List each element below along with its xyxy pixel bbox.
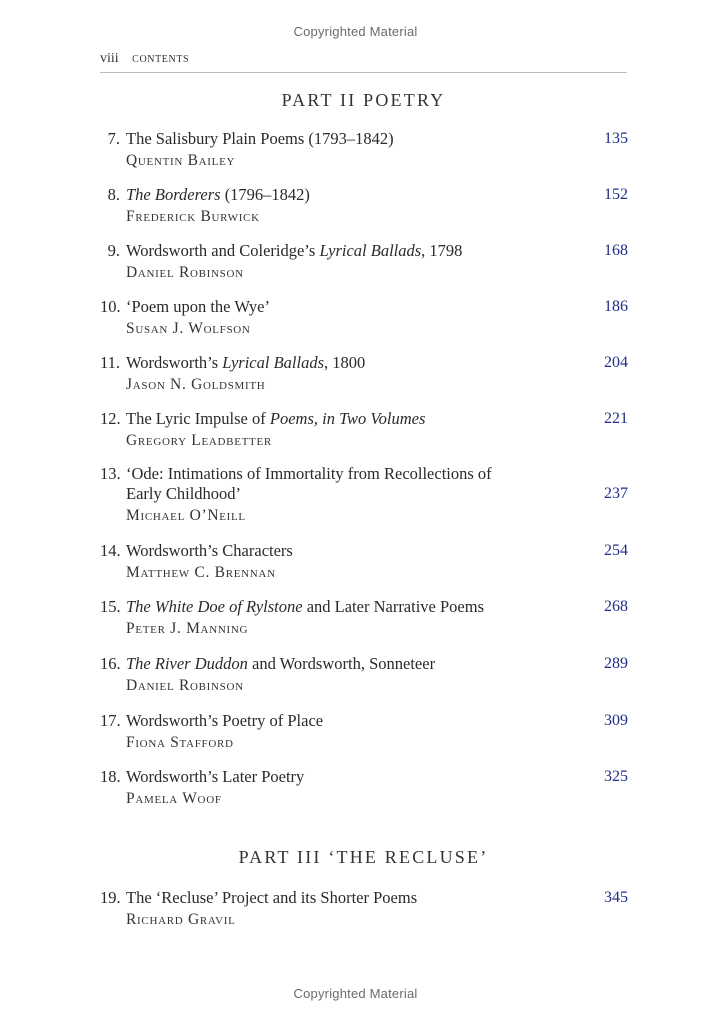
chapter-author: Gregory Leadbetter	[126, 432, 272, 449]
chapter-page-number: 204	[604, 354, 628, 371]
toc-entry	[100, 353, 628, 394]
chapter-title-italic: Lyrical Ballads	[222, 353, 325, 372]
chapter-number: 11.	[100, 353, 121, 372]
chapter-author: Peter J. Manning	[126, 620, 249, 637]
toc-entry-line	[100, 654, 628, 674]
chapter-page-number: 135	[604, 130, 628, 147]
toc-entry	[100, 711, 628, 752]
chapter-page-number: 254	[604, 542, 628, 559]
chapter-title	[126, 297, 526, 317]
toc-entry-line	[100, 888, 628, 908]
toc-entry-line	[100, 597, 628, 617]
chapter-author: Pamela Woof	[126, 790, 222, 807]
chapter-number: 14.	[100, 541, 121, 560]
chapter-page-number: 309	[604, 712, 628, 729]
chapter-author: Michael O’Neill	[126, 507, 246, 524]
chapter-page-number: 152	[604, 186, 628, 203]
chapter-author: Matthew C. Brennan	[126, 564, 276, 581]
chapter-author: Jason N. Goldsmith	[126, 376, 266, 393]
chapter-title-segment: Wordsworth’s Characters	[126, 541, 293, 560]
chapter-title-segment: and Later Narrative Poems	[302, 597, 485, 616]
toc-entry-line	[100, 297, 628, 317]
chapter-title-segment: ‘Ode: Intimations of Immortality from Recollections of Early Childhood’	[126, 464, 492, 503]
toc-entry	[100, 541, 628, 582]
chapter-title	[126, 767, 526, 787]
chapter-title-italic: The River Duddon	[126, 654, 248, 673]
chapter-title	[126, 464, 526, 504]
chapter-page-number: 289	[604, 655, 628, 672]
chapter-number: 9.	[107, 241, 120, 260]
chapter-title-italic: The Borderers	[126, 185, 221, 204]
toc-entry-line	[100, 464, 628, 504]
running-head	[100, 51, 627, 73]
chapter-number: 15.	[100, 597, 121, 616]
page-number: viii	[100, 51, 119, 66]
chapter-number: 10.	[100, 297, 121, 316]
chapter-author: Susan J. Wolfson	[126, 320, 251, 337]
chapter-title-segment: The Salisbury Plain Poems (1793–1842)	[126, 129, 394, 148]
chapter-title-segment: (1796–1842)	[220, 185, 310, 204]
toc-entry-line	[100, 767, 628, 787]
toc-entry	[100, 241, 628, 282]
chapter-title	[126, 597, 526, 617]
chapter-title-segment: Wordsworth’s Poetry of Place	[126, 711, 324, 730]
chapter-page-number: 221	[604, 410, 628, 427]
chapter-page-number: 268	[604, 598, 628, 615]
chapter-title	[126, 129, 526, 149]
chapter-title-segment: Wordsworth’s	[126, 353, 223, 372]
toc-entry	[100, 888, 628, 929]
chapter-page-number: 168	[604, 242, 628, 259]
running-head-section: contents	[132, 51, 190, 66]
chapter-number: 18.	[100, 767, 121, 786]
chapter-title-segment: ‘Poem upon the Wye’	[126, 297, 270, 316]
toc-entry	[100, 597, 628, 638]
chapter-title-segment: Wordsworth’s Later Poetry	[126, 767, 305, 786]
chapter-page-number: 325	[604, 768, 628, 785]
chapter-title-segment: Wordsworth and Coleridge’s	[126, 241, 320, 260]
chapter-title	[126, 541, 526, 561]
toc-entry-line	[100, 711, 628, 731]
chapter-title-segment: The ‘Recluse’ Project and its Shorter Poems	[126, 888, 418, 907]
toc-entry-line	[100, 353, 628, 373]
toc-entry-line	[100, 541, 628, 561]
chapter-title	[126, 353, 526, 373]
chapter-title	[126, 711, 526, 731]
chapter-title	[126, 185, 526, 205]
chapter-title-segment: , 1798	[421, 241, 463, 260]
chapter-author: Quentin Bailey	[126, 152, 236, 169]
chapter-title	[126, 241, 526, 261]
chapter-page-number: 345	[604, 889, 628, 906]
chapter-author: Daniel Robinson	[126, 677, 244, 694]
toc-entry	[100, 654, 628, 695]
toc-entry-line	[100, 409, 628, 429]
copyright-watermark-bottom: Copyrighted Material	[293, 986, 418, 1001]
chapter-number: 19.	[100, 888, 121, 907]
part-heading-recluse: PART III ‘THE RECLUSE’	[238, 847, 489, 867]
chapter-page-number: 237	[604, 485, 628, 502]
chapter-title-italic: Lyrical Ballads	[319, 241, 422, 260]
chapter-title-italic: Poems, in Two Volumes	[269, 409, 426, 428]
chapter-number: 8.	[107, 185, 120, 204]
chapter-title-segment: , 1800	[324, 353, 366, 372]
chapter-number: 17.	[100, 711, 121, 730]
toc-entry	[100, 297, 628, 338]
chapter-author: Fiona Stafford	[126, 734, 234, 751]
toc-entry	[100, 767, 628, 808]
toc-entry	[100, 409, 628, 450]
toc-entry-line	[100, 241, 628, 261]
toc-entry-line	[100, 129, 628, 149]
chapter-title	[126, 409, 526, 429]
chapter-author: Frederick Burwick	[126, 208, 260, 225]
chapter-author: Daniel Robinson	[126, 264, 244, 281]
chapter-title-segment: and Wordsworth, Sonneteer	[247, 654, 436, 673]
chapter-title	[126, 654, 526, 674]
toc-entry-line	[100, 185, 628, 205]
toc-entry	[100, 129, 628, 170]
chapter-title	[126, 888, 526, 908]
toc-entry	[100, 464, 628, 525]
chapter-page-number: 186	[604, 298, 628, 315]
chapter-number: 16.	[100, 654, 121, 673]
chapter-title-italic: The White Doe of Rylstone	[126, 597, 303, 616]
toc-entry	[100, 185, 628, 226]
part-heading-poetry: PART II POETRY	[281, 90, 446, 110]
chapter-number: 12.	[100, 409, 121, 428]
copyright-watermark-top: Copyrighted Material	[293, 24, 418, 39]
chapter-number: 13.	[100, 464, 121, 483]
chapter-author: Richard Gravil	[126, 911, 236, 928]
chapter-number: 7.	[107, 129, 120, 148]
chapter-title-segment: The Lyric Impulse of	[126, 409, 270, 428]
